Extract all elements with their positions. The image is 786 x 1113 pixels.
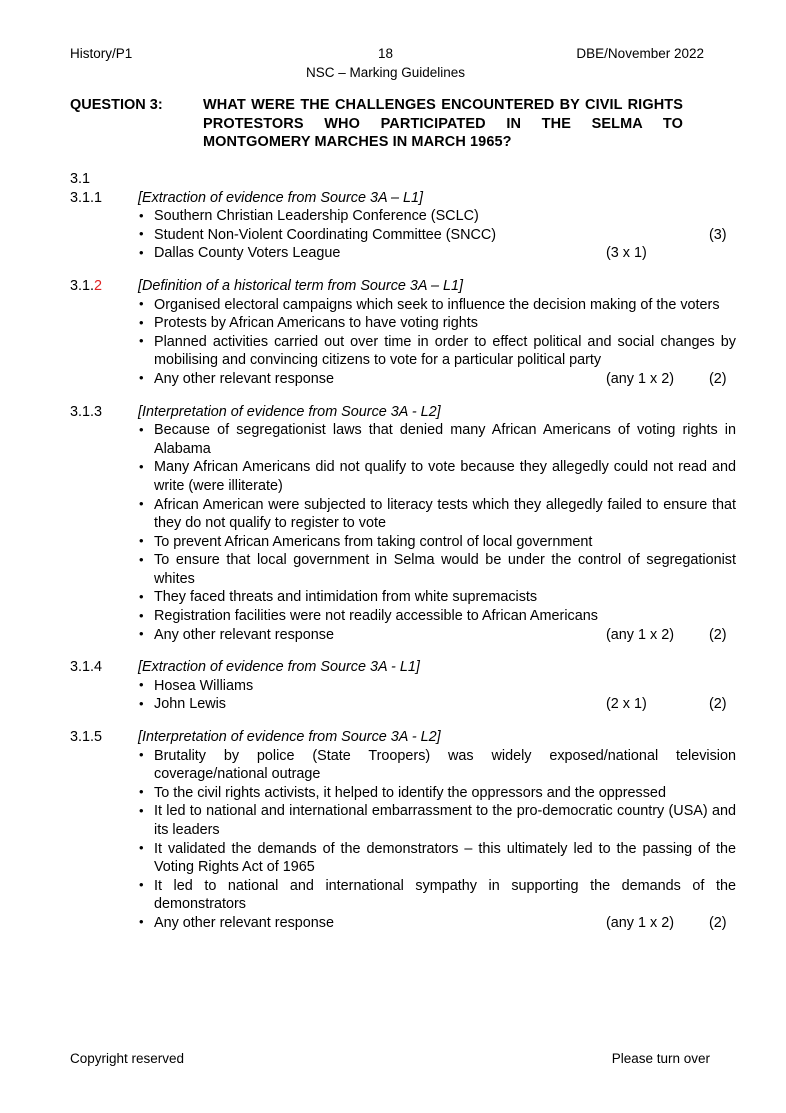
- answer-item-spacer: [70, 933, 736, 947]
- answer-item-header-row: [70, 658, 736, 677]
- question-text: WHAT WERE THE CHALLENGES ENCOUNTERED BY CIVIL RIGHTS PROTESTORS WHO PARTICIPATED IN THE SELMA TO MONTGOMERY MARCHES IN MARCH 1965?: [203, 97, 683, 151]
- answer-bullet-text: Dallas County Voters League: [154, 245, 341, 262]
- answer-bullet-text: Because of segregationist laws that denied many African Americans of voting rights in Alabama: [154, 422, 736, 457]
- answer-item: [70, 189, 736, 277]
- answer-bullet: [70, 458, 736, 495]
- section-number: 3.1: [70, 171, 91, 187]
- answer-bullet: [70, 626, 736, 645]
- answer-item: [70, 403, 736, 659]
- answer-items: [70, 189, 736, 947]
- mark-total: (3): [709, 226, 727, 243]
- mark-calculation: (3 x 1): [606, 245, 647, 262]
- header-exam-session: DBE/November 2022: [576, 46, 704, 61]
- answer-bullet: [70, 588, 736, 607]
- answer-bullet: [70, 551, 736, 588]
- answer-item-number: 3.1.4: [70, 659, 103, 676]
- answer-bullet-text: To prevent African Americans from taking control of local government: [154, 533, 593, 550]
- answer-item: [70, 277, 736, 403]
- answer-bullet: [70, 695, 736, 714]
- answer-bullet: [70, 533, 736, 552]
- answer-bullet-text: Protests by African Americans to have voting rights: [154, 315, 478, 332]
- mark-total: (2): [709, 696, 727, 713]
- answer-item-spacer: [70, 644, 736, 658]
- answer-bullet-list: [70, 207, 736, 263]
- answer-item-header-row: [70, 277, 736, 296]
- answer-bullet: [70, 784, 736, 803]
- header-row-primary: [70, 44, 704, 63]
- answer-bullet: [70, 226, 736, 245]
- answer-item-number: 3.1.1: [70, 189, 103, 206]
- answer-bullet-text: Planned activities carried out over time in order to effect political and social changes by mobilising and convincing citizens to vote for a particular political party: [154, 333, 736, 369]
- answer-bullet-list: [70, 747, 736, 933]
- answer-item-heading: [Extraction of evidence from Source 3A – L1]: [138, 189, 424, 206]
- answer-bullet-text: To ensure that local government in Selma would be under the control of segregationist whites: [154, 552, 736, 587]
- answer-bullet-list: [70, 421, 736, 644]
- page-header: [70, 44, 704, 84]
- answer-bullet: [70, 296, 736, 315]
- answer-bullet-text: Organised electoral campaigns which seek to influence the decision making of the voters: [154, 296, 720, 313]
- answer-bullet-list: [70, 677, 736, 714]
- answer-bullet: [70, 840, 736, 877]
- answer-bullet-text: Student Non-Violent Coordinating Committee (SNCC): [154, 226, 497, 243]
- mark-total: (2): [709, 626, 727, 643]
- mark-total: (2): [709, 370, 727, 387]
- answer-body: [70, 170, 736, 947]
- mark-calculation: (any 1 x 2): [606, 370, 674, 387]
- mark-total: (2): [709, 914, 727, 931]
- answer-item: [70, 728, 736, 947]
- answer-bullet-text: Any other relevant response: [154, 914, 334, 931]
- header-subject: History/P1: [70, 46, 133, 61]
- answer-item-header-row: [70, 189, 736, 208]
- answer-bullet: [70, 877, 736, 914]
- answer-bullet: [70, 314, 736, 333]
- answer-bullet: [70, 496, 736, 533]
- answer-item-heading: [Interpretation of evidence from Source 3A - L2]: [138, 729, 441, 746]
- answer-bullet-text: To the civil rights activists, it helped to identify the oppressors and the oppressed: [154, 784, 666, 801]
- answer-item-number: 3.1.5: [70, 729, 103, 746]
- answer-item-header-row: [70, 403, 736, 422]
- answer-bullet-text: Any other relevant response: [154, 626, 334, 643]
- answer-bullet-text: They faced threats and intimidation from white supremacists: [154, 589, 538, 606]
- header-document-subtitle: NSC – Marking Guidelines: [305, 65, 466, 80]
- answer-bullet: [70, 747, 736, 784]
- answer-item-spacer: [70, 263, 736, 277]
- answer-bullet-text: It validated the demands of the demonstrators – this ultimately led to the passing of the Voting Rights Act of 1965: [154, 840, 736, 876]
- answer-item-heading: [Extraction of evidence from Source 3A - L1]: [138, 659, 420, 676]
- answer-bullet-text: Southern Christian Leadership Conference (SCLC): [154, 208, 479, 225]
- answer-item-number: 3.1.3: [70, 403, 103, 420]
- question-heading: [70, 96, 683, 152]
- answer-bullet-text: John Lewis: [154, 696, 226, 713]
- answer-bullet: [70, 421, 736, 458]
- answer-bullet: [70, 802, 736, 839]
- mark-calculation: (any 1 x 2): [606, 914, 674, 931]
- mark-calculation: (2 x 1): [606, 696, 647, 713]
- answer-bullet: [70, 677, 736, 696]
- answer-item-spacer: [70, 389, 736, 403]
- answer-item-heading: [Definition of a historical term from Source 3A – L1]: [138, 277, 463, 294]
- answer-bullet-text: Hosea Williams: [154, 677, 254, 694]
- section-number-row: [70, 170, 736, 189]
- footer-copyright: Copyright reserved: [70, 1051, 185, 1066]
- answer-bullet-text: Many African Americans did not qualify to vote because they allegedly could not read and write (were illiterate): [154, 459, 736, 494]
- answer-item-number: [70, 277, 138, 296]
- answer-item-number-prefix: 3.1.: [70, 277, 95, 294]
- answer-item-spacer: [70, 714, 736, 728]
- answer-bullet: [70, 207, 736, 226]
- footer-turn-over: Please turn over: [611, 1051, 710, 1066]
- question-label: QUESTION 3:: [70, 97, 163, 113]
- answer-item-heading: [Interpretation of evidence from Source 3A - L2]: [138, 403, 441, 420]
- answer-item-number-highlight: 2: [94, 277, 103, 294]
- header-page-number: 18: [377, 46, 394, 61]
- answer-bullet: [70, 333, 736, 370]
- answer-bullet: [70, 370, 736, 389]
- answer-bullet-text: It led to national and international embarrassment to the pro-democratic country (USA) and its leaders: [154, 803, 736, 838]
- answer-bullet-text: Brutality by police (State Troopers) was widely exposed/national television coverage/national outrage: [154, 747, 736, 783]
- answer-bullet-text: It led to national and international sympathy in supporting the demands of the demonstrators: [154, 877, 736, 913]
- answer-bullet-list: [70, 296, 736, 389]
- mark-calculation: (any 1 x 2): [606, 626, 674, 643]
- answer-item-header-row: [70, 728, 736, 747]
- answer-bullet-text: Any other relevant response: [154, 370, 334, 387]
- answer-item: [70, 658, 736, 728]
- answer-bullet: [70, 914, 736, 933]
- answer-bullet: [70, 244, 736, 263]
- answer-bullet: [70, 607, 736, 626]
- answer-bullet-text: African American were subjected to literacy tests which they allegedly failed to ensure that they do not qualify to register to vote: [154, 496, 736, 532]
- answer-bullet-text: Registration facilities were not readily accessible to African Americans: [154, 608, 598, 625]
